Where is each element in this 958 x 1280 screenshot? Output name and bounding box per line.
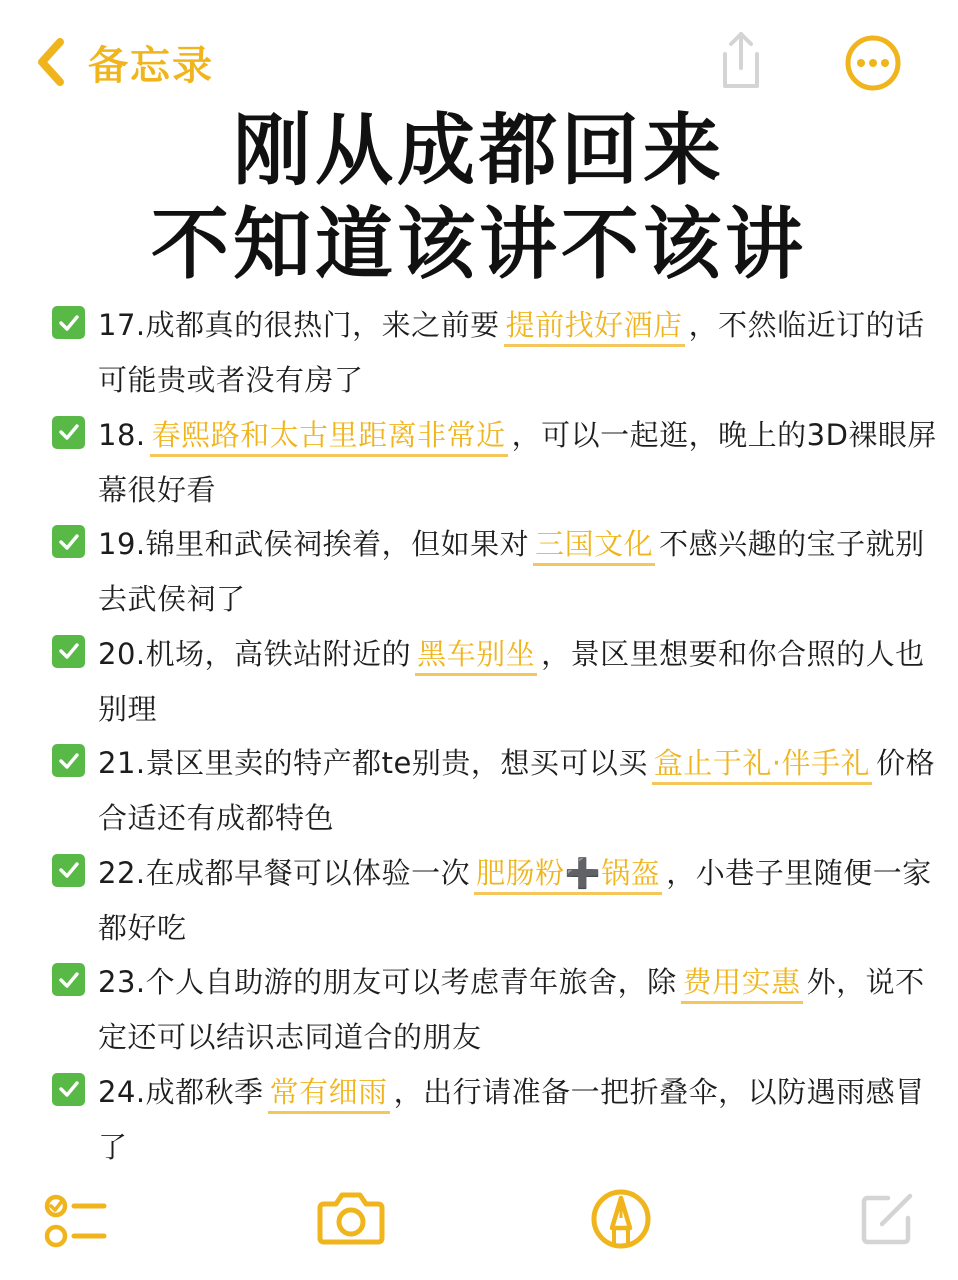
checkbox-checked[interactable] [52,963,85,996]
checkmark-icon [57,639,81,663]
title-line-1: 刚从成都回来 [232,106,725,196]
checkmark-icon [57,530,81,554]
item-text[interactable] [98,408,942,518]
chevron-left-icon [34,36,68,88]
back-button[interactable] [34,34,214,90]
item-highlight: 肥肠粉➕锅盔 [474,856,662,895]
item-text-before: 17.成都真的很热门，来之前要 [98,308,500,342]
checkbox-checked[interactable] [52,635,85,668]
item-text-before: 24.成都秋季 [98,1074,264,1109]
item-text-before: 20.机场，高铁站附近的 [98,636,412,671]
item-highlight: 春熙路和太古里距离非常近 [150,418,508,457]
item-text[interactable] [98,736,942,846]
checklist-item [52,1065,942,1175]
note-title [0,104,958,292]
item-text-after: 价格合适还有成都特色 [98,746,936,835]
item-highlight: 费用实惠 [681,965,803,1004]
item-text-after: ，景区里想要和你合照的人也别理 [98,636,925,726]
item-text[interactable] [98,955,942,1065]
back-label: 备忘录 [88,42,214,89]
item-highlight: 黑车别坐 [415,637,537,676]
checklist-item [52,408,942,518]
checklist [52,298,942,1174]
item-highlight: 三国文化 [533,527,655,566]
checkbox-checked[interactable] [52,854,85,887]
item-text-after: ，可以一起逛，晚上的3D裸眼屏幕很好看 [98,417,937,507]
item-highlight: 盒止于礼·伴手礼 [652,746,872,785]
title-line-2: 不知道该讲不该讲 [150,200,807,290]
share-icon[interactable] [713,30,769,92]
item-highlight: 提前找好酒店 [504,308,685,347]
checklist-item [52,846,942,956]
checkmark-icon [57,1077,81,1101]
item-text-after: ，小巷子里随便一家都好吃 [98,855,932,945]
checklist-icon[interactable] [42,1192,108,1252]
checkmark-icon [57,311,81,335]
checkmark-icon [57,749,81,773]
checkbox-checked[interactable] [52,1073,85,1106]
item-text-after: 不感兴趣的宝子就别去武侯祠了 [98,527,925,616]
item-text[interactable] [98,517,942,627]
item-text[interactable] [98,846,942,956]
item-text-before: 23.个人自助游的朋友可以考虑青年旅舍，除 [98,965,677,999]
item-highlight: 常有细雨 [268,1075,390,1114]
item-text[interactable] [98,1065,942,1175]
checkbox-checked[interactable] [52,744,85,777]
checkbox-checked[interactable] [52,416,85,449]
item-text-after: 外，说不定还可以结识志同道合的朋友 [98,965,925,1054]
item-text-after: ，出行请准备一把折叠伞，以防遇雨感冒了 [98,1074,925,1164]
navigation-bar [0,0,958,110]
bottom-toolbar [0,1180,958,1280]
item-text-before: 22.在成都早餐可以体验一次 [98,855,471,890]
checkbox-checked[interactable] [52,525,85,558]
checklist-item [52,298,942,408]
checkbox-checked[interactable] [52,306,85,339]
checklist-item [52,955,942,1065]
checkmark-icon [57,858,81,882]
pen-markup-icon[interactable] [590,1188,652,1250]
checklist-item [52,517,942,627]
item-text-before: 19.锦里和武侯祠挨着，但如果对 [98,527,530,561]
camera-icon[interactable] [316,1190,386,1246]
compose-icon[interactable] [858,1190,916,1248]
checklist-item [52,736,942,846]
ellipsis-circle-icon[interactable] [844,34,902,92]
item-text-before: 18. [98,417,146,452]
item-text-after: ，不然临近订的话可能贵或者没有房了 [98,308,925,397]
checkmark-icon [57,968,81,992]
item-text[interactable] [98,627,942,737]
item-text[interactable] [98,298,942,408]
item-text-before: 21.景区里卖的特产都te别贵，想买可以买 [98,746,648,780]
checkmark-icon [57,420,81,444]
checklist-item [52,627,942,737]
